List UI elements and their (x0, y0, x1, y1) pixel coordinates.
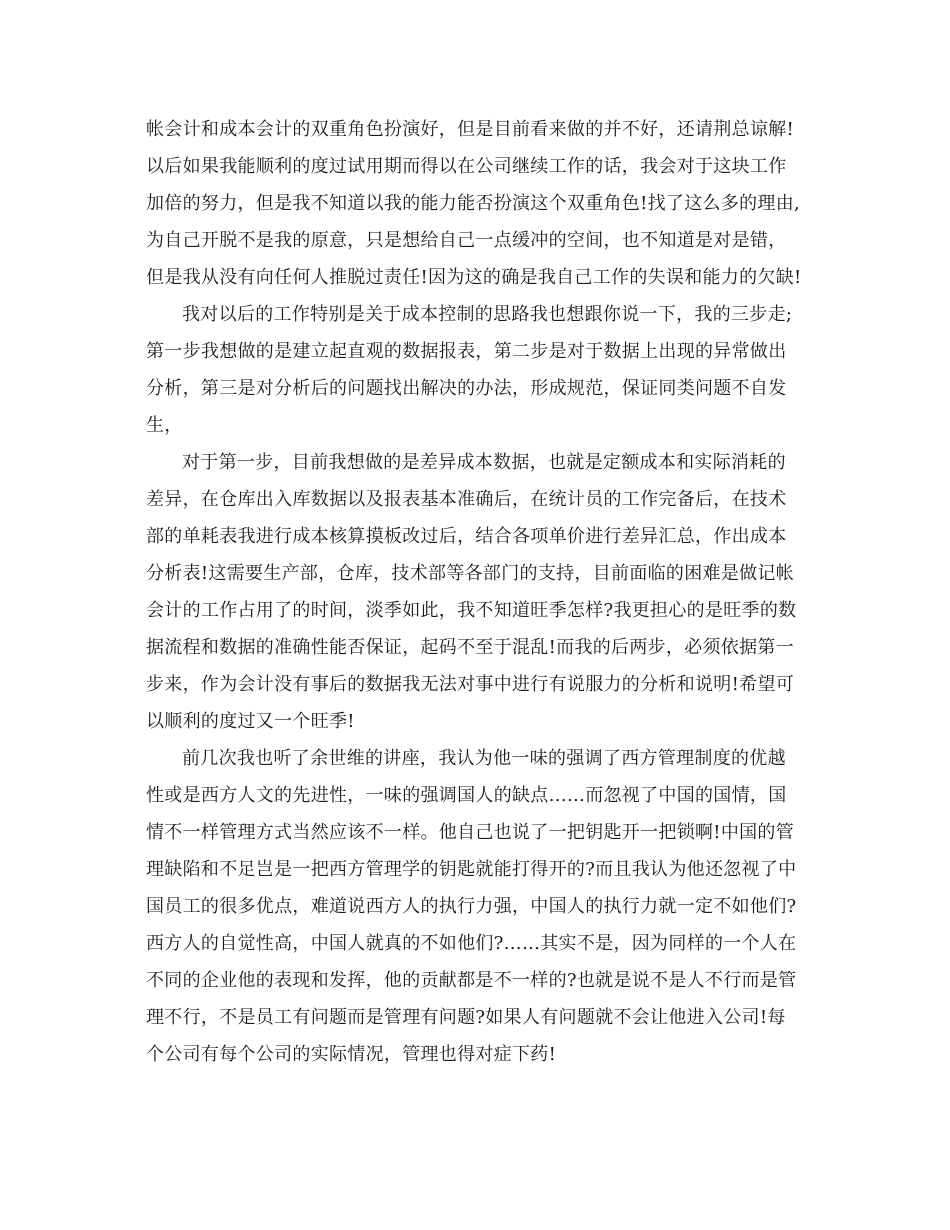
text-line: 分析表!这需要生产部，仓库，技术部等各部门的支持，目前面临的困难是做记帐 (146, 563, 795, 584)
text-line: 以后如果我能顺利的度过试用期而得以在公司继续工作的话，我会对于这块工作 (146, 156, 787, 177)
text-line: 帐会计和成本会计的双重角色扮演好，但是目前看来做的并不好，还请荆总谅解! (146, 119, 795, 140)
text-line: 第一步我想做的是建立起直观的数据报表，第二步是对于数据上出现的异常做出 (146, 341, 787, 362)
text-line: 西方人的自觉性高，中国人就真的不如他们?……其实不是，因为同样的一个人在 (146, 933, 797, 954)
text-line: 差异，在仓库出入库数据以及报表基本准确后，在统计员的工作完备后，在技术 (146, 489, 787, 510)
text-line: 会计的工作占用了的时间，淡季如此，我不知道旺季怎样?我更担心的是旺季的数 (146, 600, 797, 621)
text-line: 性或是西方人文的先进性，一味的强调国人的缺点……而忽视了中国的国情，国 (146, 785, 787, 806)
text-line: 理不行，不是员工有问题而是管理有问题?如果人有问题就不会让他进入公司!每 (146, 1007, 786, 1028)
text-line: 步来，作为会计没有事后的数据我无法对事中进行有说服力的分析和说明!希望可 (146, 674, 795, 695)
text-line: 据流程和数据的准确性能否保证，起码不至于混乱!而我的后两步，必须依据第一 (146, 637, 795, 658)
text-line: 理缺陷和不足岂是一把西方管理学的钥匙就能打得开的?而且我认为他还忽视了中 (146, 859, 797, 880)
text-line: 加倍的努力，但是我不知道以我的能力能否扮演这个双重角色!找了这么多的理由, (146, 193, 801, 214)
text-line: 国员工的很多优点，难道说西方人的执行力强，中国人的执行力就一定不如他们? (146, 896, 797, 917)
text-line: 不同的企业他的表现和发挥，他的贡献都是不一样的?也就是说不是人不行而是管 (146, 970, 797, 991)
paragraph-start-line: 对于第一步，目前我想做的是差异成本数据，也就是定额成本和实际消耗的 (182, 452, 786, 473)
text-line: 分析，第三是对分析后的问题找出解决的办法，形成规范，保证同类问题不自发 (146, 378, 787, 399)
text-line: 生， (146, 415, 183, 436)
text-line: 但是我从没有向任何人推脱过责任!因为这的确是我自己工作的失误和能力的欠缺! (146, 267, 802, 288)
text-line: 个公司有每个公司的实际情况，管理也得对症下药! (146, 1044, 557, 1065)
text-line: 部的单耗表我进行成本核算摸板改过后，结合各项单价进行差异汇总，作出成本 (146, 526, 787, 547)
text-line: 以顺利的度过又一个旺季! (146, 711, 355, 732)
paragraph-start-line: 前几次我也听了余世维的讲座，我认为他一味的强调了西方管理制度的优越 (182, 748, 786, 769)
text-line: 为自己开脱不是我的原意，只是想给自己一点缓冲的空间，也不知道是对是错， (146, 230, 787, 251)
paragraph-start-line: 我对以后的工作特别是关于成本控制的思路我也想跟你说一下，我的三步走; (182, 304, 793, 325)
text-line: 情不一样管理方式当然应该不一样。他自己也说了一把钥匙开一把锁啊!中国的管 (146, 822, 795, 843)
